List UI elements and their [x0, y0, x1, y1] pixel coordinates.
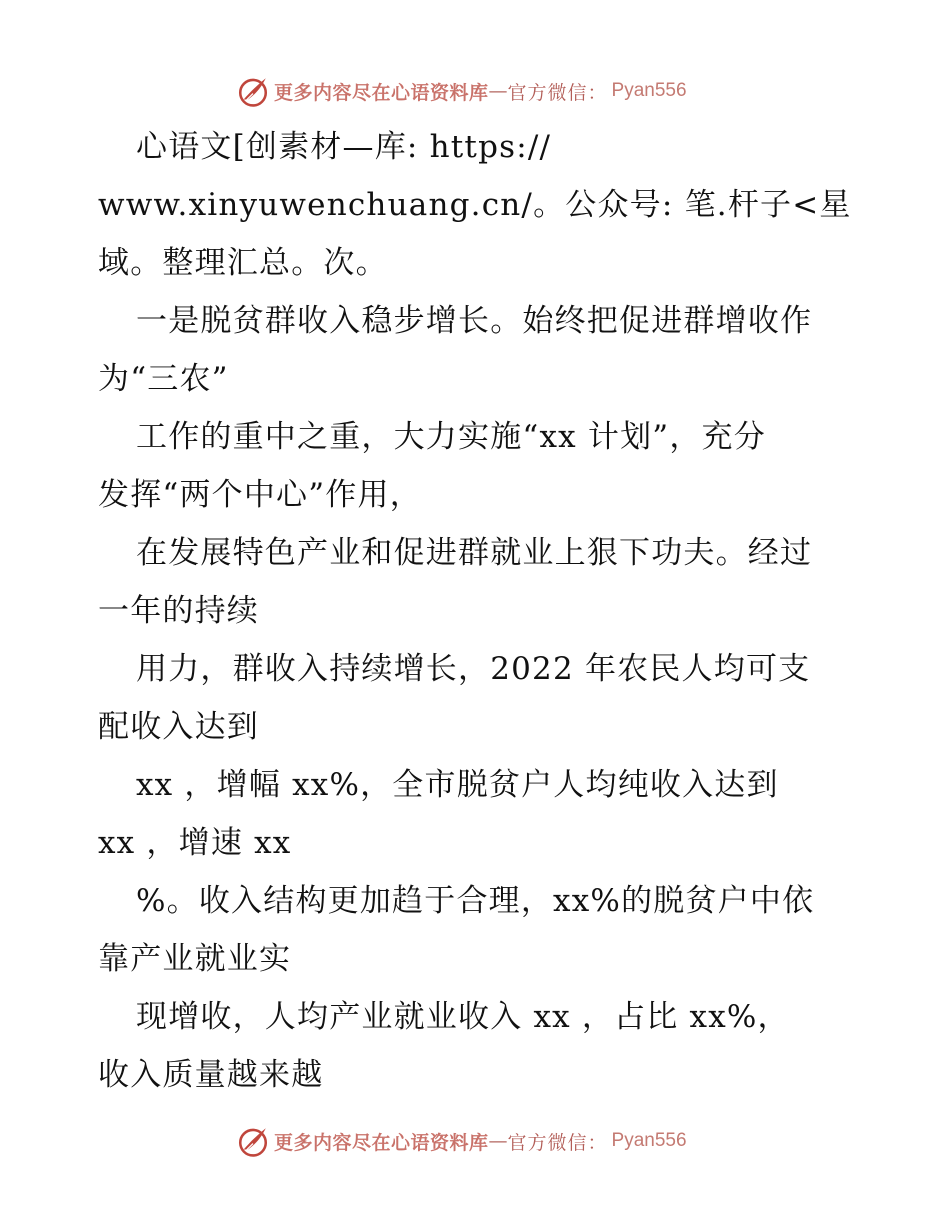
banner-sub-text: 官方微信： — [507, 1131, 608, 1154]
footer-watermark-banner — [236, 1121, 687, 1161]
body-text — [98, 118, 868, 1104]
banner-sub-text: 官方微信： — [507, 81, 608, 104]
text-line: xx ，增幅 xx%，全市脱贫户人均纯收入达到 — [136, 767, 779, 803]
text-line: 一年的持续 — [98, 593, 259, 629]
banner-main-text: 更多内容尽在心语资料库 — [274, 1131, 489, 1154]
banner-wechat-id: Pyan556 — [611, 1130, 687, 1151]
text-line: %。收入结构更加趋于合理，xx%的脱贫户中依 — [136, 883, 815, 919]
text-line: 靠产业就业实 — [98, 941, 292, 977]
text-line: 工作的重中之重，大力实施“xx 计划”，充分 — [136, 419, 766, 455]
text-line: 域。整理汇总。次。 — [98, 245, 388, 281]
text-line: www.xinyuwenchuang.cn/。公众号: 笔.杆子<星 — [98, 187, 852, 223]
text-line: 收入质量越来越 — [98, 1057, 324, 1093]
text-line: xx ，增速 xx — [98, 825, 292, 861]
text-line: 用力，群收入持续增长，2022 年农民人均可支 — [136, 651, 811, 687]
text-line: 心语文[创素材—库: https:// — [136, 129, 552, 165]
text-line: 配收入达到 — [98, 709, 259, 745]
text-line: 为“三农” — [98, 361, 229, 397]
banner-separator: — — [488, 80, 508, 102]
header-watermark-banner — [236, 71, 687, 111]
quill-pen-logo-icon — [236, 74, 270, 108]
text-line: 在发展特色产业和促进群就业上狠下功夫。经过 — [136, 535, 813, 571]
text-line: 一是脱贫群收入稳步增长。始终把促进群增收作 — [136, 303, 813, 339]
text-line: 现增收，人均产业就业收入 xx ，占比 xx%， — [136, 999, 790, 1035]
banner-main-text: 更多内容尽在心语资料库 — [274, 81, 489, 104]
banner-wechat-id: Pyan556 — [611, 80, 687, 101]
text-line: 发挥“两个中心”作用， — [98, 477, 422, 513]
quill-pen-logo-icon — [236, 1124, 270, 1158]
banner-separator: — — [488, 1130, 508, 1152]
